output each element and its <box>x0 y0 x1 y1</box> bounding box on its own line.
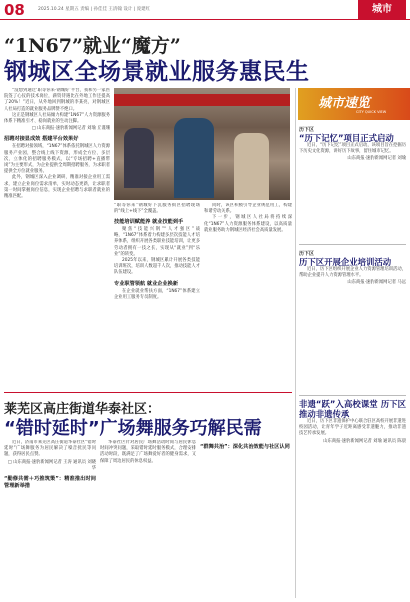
item2-byline: 山东商报·速豹新闻网记者 马远 <box>347 280 406 286</box>
second-subhead-left: “勤修共需＋巧推筑策”：精准推出时间管理新举措 <box>4 476 96 490</box>
item3-byline: 山东商报·速豹新闻网记者 刘瑜 通讯员 陈晨 <box>323 438 406 444</box>
lead-col2-p2: 2025年以来，钢城区累计开展各类技能培训班次，培训人数超千人次，推动技能人才队伍建设。 <box>114 258 200 276</box>
item1-byline: 山东商报·速豹新闻网记者 刘瑜 <box>347 156 406 162</box>
lead-intro-p2: 这正是钢城区人社局倾力构建“1N67”人力资源服务体系下精准引才、稳岗就业的生动注脚。 <box>4 112 110 125</box>
photo-figure <box>124 128 154 188</box>
second-column-1 <box>4 440 96 598</box>
second-byline: □ 山东商报·速豹新闻网记者 王涛 通讯员 刘晓华 <box>7 459 96 471</box>
lead-column-1 <box>4 88 110 383</box>
lead-intro-p1: “没想到通过‘职等你来·钢城好’平台，我和另一家医院签了心仪的技术岗位，薪资待遇比在外地工作还提高了20%！”近日，从外地回到钢城的李某亮，对钢城区人社局打造的就业服务品牌赞不绝口。 <box>4 88 110 112</box>
lead-byline: □ 山东商报·速豹新闻网记者 刘瑜 丘谨珊 <box>31 126 110 132</box>
second-headline: “错时延时”广场舞服务巧解民需 <box>4 418 262 439</box>
second-subhead: “群舞共治”：深化共治效能与社区认同 <box>200 444 290 450</box>
lead-subhead-b: 技能培训赋能养 就业技能到手 <box>114 219 184 225</box>
lead-col2-p1: 聚焦“技能兴钢”“人才强区”战略，“1N67”体系着力构建多层次技能人才培养体系，组织开展各类职业技能培训，让更多劳动者拥有一技之长，实现从“就业”到“乐业”的转变。 <box>114 227 200 257</box>
page-number: 08 <box>4 1 25 19</box>
banner-subtitle: CITY QUICK VIEW <box>356 110 387 114</box>
item2-kicker: 历下区 <box>299 251 315 257</box>
item1-kicker: 历下区 <box>299 127 315 133</box>
right-item-2 <box>299 248 406 393</box>
lead-photo <box>114 88 290 200</box>
photo-figure <box>174 118 214 198</box>
lead-col3-p1: 同时，该区积极引导企业规范用工，构建和谐劳动关系。 <box>204 203 292 215</box>
story-divider <box>4 392 292 393</box>
lead-body-p1: 在招聘对接领域，“1N67”体系依托钢城区人力资源服务产业园，整合线上线下资源，形成全方位、多层次、立体化的招聘服务模式，以“专场招聘+直播带岗”为主要形式，为企业提供全周期招聘服务，为求职者提供全方位就业服务。 <box>4 144 110 175</box>
page-meta: 2025.10.24 星期五 责编 | 孙佳佳 王清翰 设计 | 庞建红 <box>38 7 151 12</box>
item3-headline: 非遗“跃”入高校课堂 历下区推动非遗传承 <box>299 399 406 419</box>
right-item-3 <box>299 399 406 597</box>
column-divider <box>295 88 296 598</box>
item2-body: 近日，历下区组织开展企业人力资源管理培训活动，帮助企业提升人力资源管理水平。 <box>299 267 406 279</box>
lead-col3-p2: 下一步，钢城区人社局将持续深化“1N67”人力资源服务体系建设，以高质量就业服务助力钢城区经济社会高质量发展。 <box>204 215 292 233</box>
lead-column-3 <box>204 203 292 383</box>
lead-col2-tail: 在企业就业帮扶方面，“1N67”体系建立企业用工服务专员制度。 <box>114 288 200 300</box>
section-tag: 城市 <box>358 0 406 19</box>
lead-subhead-c: 专业职管领航 就业企业换新 <box>114 280 179 287</box>
lead-kicker: “1N67”就业“魔方” <box>4 35 181 57</box>
second-body: 华泰社区针对居民广场舞活动时间与居民休息时间冲突问题，采取错时延时服务模式，合理安排活动时段，既满足了广场舞爱好者的健身需求，又保障了周边居民的休息权益。 <box>100 440 196 464</box>
item3-body: 近日，历下区非遗保护中心联合驻区高校开展非遗进校园活动，让青年学子近距离感受非遗魅力，推动非遗技艺传承发展。 <box>299 419 406 437</box>
item1-headline: “历下记忆”项目正式启动 <box>299 133 394 143</box>
second-intro: 近日，济南市莱芜区高庄街道华泰社区“错时延时”广场舞服务为居民解决了噪音扰民等问题，获得居民点赞。 <box>4 440 96 458</box>
photo-figure <box>234 133 269 200</box>
item1-body: 近日，“历下记忆”项目正式启动，该项目旨在挖掘历下历史文化资源，讲好历下故事，留住城市记忆。 <box>299 143 406 155</box>
second-column-2 <box>100 440 196 598</box>
lead-column-2 <box>114 203 200 383</box>
photo-caption: “职等你来”钢城好下沉服务街区招聘现场的“线上+线下”全覆盖。 <box>114 203 200 214</box>
divider <box>299 244 406 245</box>
banner-title: 城市速览 <box>318 96 371 111</box>
item2-headline: 历下区开展企业培训活动 <box>299 257 392 267</box>
right-item-1 <box>299 124 406 242</box>
city-quick-view-banner <box>298 88 410 120</box>
lead-body-p2: 此外，钢城区深入企业调研，精准对接企业用工需求，建立企业岗位需求清单，实时动态更新，让求职者第一时间掌握岗位信息，实现企业招聘与求职者就业的精准匹配。 <box>4 175 110 200</box>
lead-subhead-a: 招聘对接显成效 搭建平台效果好 <box>4 136 79 143</box>
second-column-3 <box>200 440 292 598</box>
page-header <box>0 0 410 20</box>
divider <box>299 395 406 396</box>
second-kicker: 莱芜区高庄街道华泰社区： <box>4 402 161 417</box>
lead-headline: 钢城区全场景就业服务惠民生 <box>4 59 310 85</box>
photo-banner <box>114 94 290 106</box>
